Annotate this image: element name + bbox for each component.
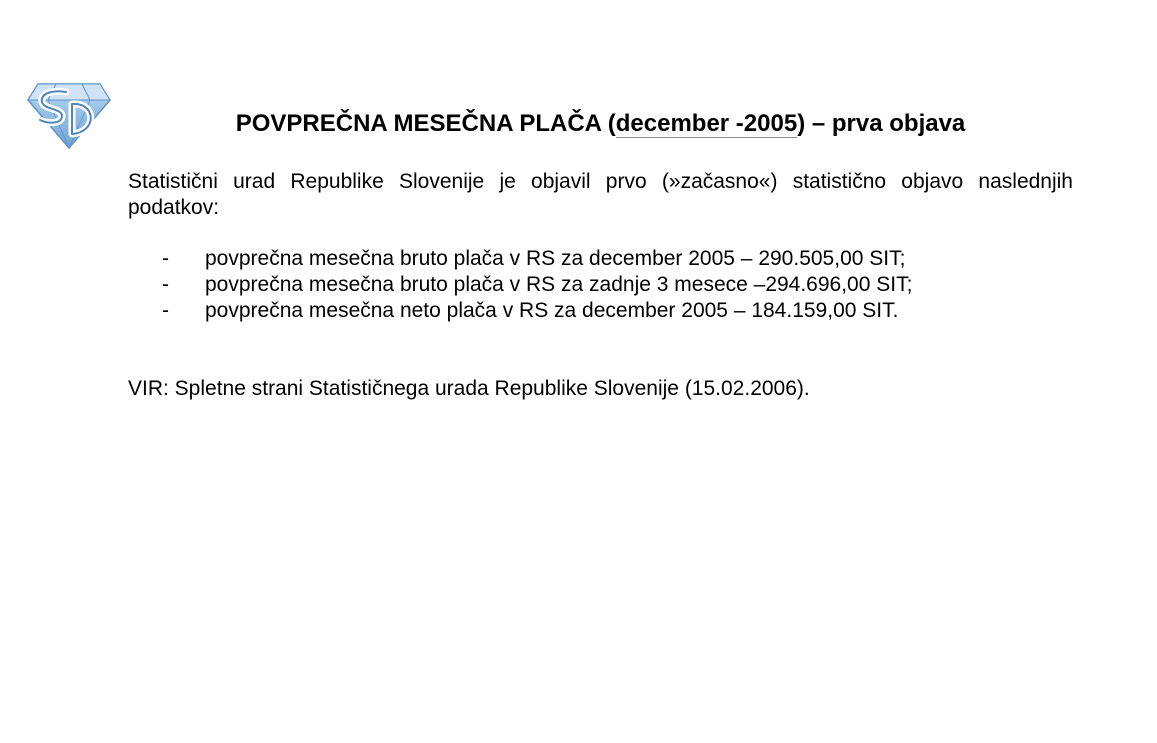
- list-item: [128, 246, 1073, 272]
- list-bullet: -: [162, 299, 169, 322]
- title-date: december -2005: [615, 110, 798, 137]
- source-note: VIR: Spletne strani Statističnega urada Republike Slovenije (15.02.2006).: [128, 377, 810, 400]
- list-item: [128, 272, 1073, 298]
- list-item-text: povprečna mesečna bruto plača v RS za zadnje 3 mesece –294.696,00 SIT;: [205, 273, 913, 296]
- title-prefix: POVPREČNA MESEČNA PLAČA (: [235, 110, 616, 137]
- title-suffix: ) – prva objava: [797, 110, 966, 137]
- list-item-text: povprečna mesečna bruto plača v RS za december 2005 – 290.505,00 SIT;: [205, 247, 906, 270]
- list-item-text: povprečna mesečna neto plača v RS za december 2005 – 184.159,00 SIT.: [205, 299, 899, 322]
- page-title: [0, 109, 1157, 139]
- list-item: [128, 298, 1073, 324]
- salary-list: [128, 246, 1073, 324]
- intro-paragraph: Statistični urad Republike Slovenije je objavil prvo (»začasno«) statistično objavo naslednjih podatkov:: [128, 170, 1073, 219]
- list-bullet: -: [162, 247, 169, 270]
- list-bullet: -: [162, 273, 169, 296]
